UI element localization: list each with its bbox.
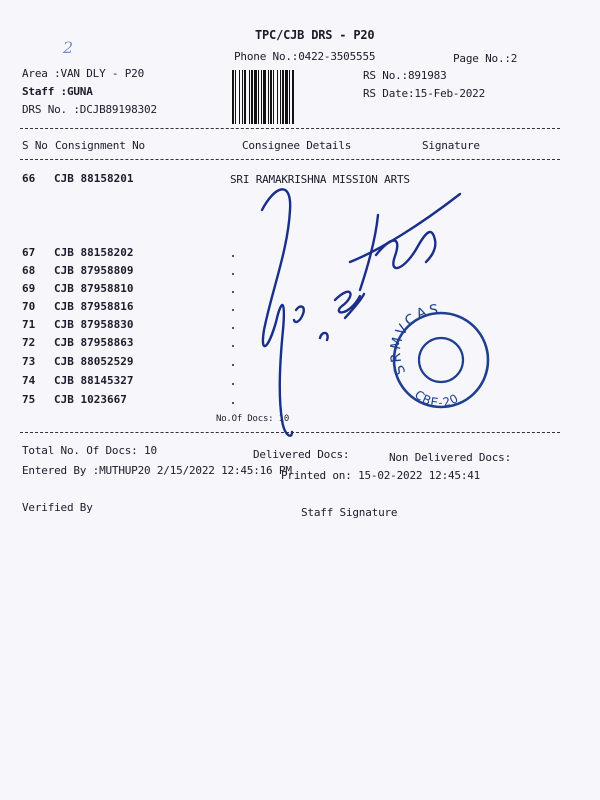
placeholder-dot — [232, 402, 234, 404]
placeholder-dot — [232, 345, 234, 347]
barcode — [232, 70, 336, 124]
row-sno: 66 — [22, 172, 36, 185]
divider-header — [20, 159, 560, 160]
printed-on: Printed on: 15-02-2022 12:45:41 — [281, 469, 481, 482]
column-header-signature: Signature — [422, 139, 480, 152]
row-consignment: CJB 87958816 — [54, 300, 134, 313]
table-row — [22, 300, 133, 313]
row-consignee: SRI RAMAKRISHNA MISSION ARTS — [230, 173, 410, 186]
row-consignment: CJB 88158201 — [54, 172, 134, 185]
entered-by: Entered By :MUTHUP20 2/15/2022 12:45:16 PM — [22, 464, 292, 477]
table-row — [22, 172, 133, 185]
row-sno: 73 — [22, 355, 36, 368]
rubber-stamp — [394, 313, 488, 407]
area-label: Area :VAN DLY - P20 — [22, 67, 145, 80]
row-consignment: CJB 88052529 — [54, 355, 134, 368]
verified-by: Verified By — [22, 501, 93, 514]
staff-signature-label: Staff Signature — [301, 506, 398, 519]
stamp-text: SRMVCAS — [387, 302, 441, 378]
table-row — [22, 282, 133, 295]
divider-bottom — [20, 432, 560, 433]
delivered-docs: Delivered Docs: — [253, 448, 350, 461]
column-header-consignee: Consignee Details — [242, 139, 352, 152]
column-header-sno: S No — [22, 139, 48, 152]
barcode-bar — [294, 70, 295, 124]
row-sno: 68 — [22, 264, 36, 277]
non-delivered-docs: Non Delivered Docs: — [389, 451, 512, 464]
placeholder-dot — [232, 309, 234, 311]
staff-label: Staff :GUNA — [22, 85, 93, 98]
handwritten-mark: 2 — [63, 38, 73, 57]
row-sno: 74 — [22, 374, 36, 387]
table-row — [22, 374, 133, 387]
rs-date: RS Date:15-Feb-2022 — [363, 87, 486, 100]
no-of-docs: No.Of Docs: 10 — [216, 414, 290, 424]
table-row — [22, 264, 133, 277]
rs-number: RS No.:891983 — [363, 69, 447, 82]
total-docs: Total No. Of Docs: 10 — [22, 444, 157, 457]
row-consignment: CJB 88158202 — [54, 246, 134, 259]
row-sno: 72 — [22, 336, 36, 349]
placeholder-dot — [232, 255, 234, 257]
drs-number: DRS No. :DCJB89198302 — [22, 103, 157, 116]
document-title: TPC/CJB DRS - P20 — [255, 28, 375, 42]
placeholder-dot — [232, 291, 234, 293]
table-row — [22, 336, 133, 349]
row-consignment: CJB 1023667 — [54, 393, 127, 406]
phone-number: Phone No.:0422-3505555 — [234, 50, 376, 63]
handwritten-signature — [262, 189, 460, 435]
row-sno: 70 — [22, 300, 36, 313]
placeholder-dot — [232, 364, 234, 366]
row-consignment: CJB 87958809 — [54, 264, 134, 277]
divider-top — [20, 128, 560, 129]
table-row — [22, 355, 133, 368]
row-consignment: CJB 88145327 — [54, 374, 134, 387]
row-sno: 67 — [22, 246, 36, 259]
table-row — [22, 393, 127, 406]
placeholder-dot — [232, 273, 234, 275]
row-consignment: CJB 87958810 — [54, 282, 134, 295]
page-number: Page No.:2 — [453, 52, 518, 65]
row-sno: 71 — [22, 318, 36, 331]
row-sno: 75 — [22, 393, 36, 406]
table-row — [22, 246, 133, 259]
column-header-consignment: Consignment No — [55, 139, 145, 152]
stamp-bottom-text: CBE-20 — [411, 387, 462, 410]
placeholder-dot — [232, 327, 234, 329]
row-sno: 69 — [22, 282, 36, 295]
row-consignment: CJB 87958863 — [54, 336, 134, 349]
table-row — [22, 318, 133, 331]
placeholder-dot — [232, 383, 234, 385]
row-consignment: CJB 87958830 — [54, 318, 134, 331]
